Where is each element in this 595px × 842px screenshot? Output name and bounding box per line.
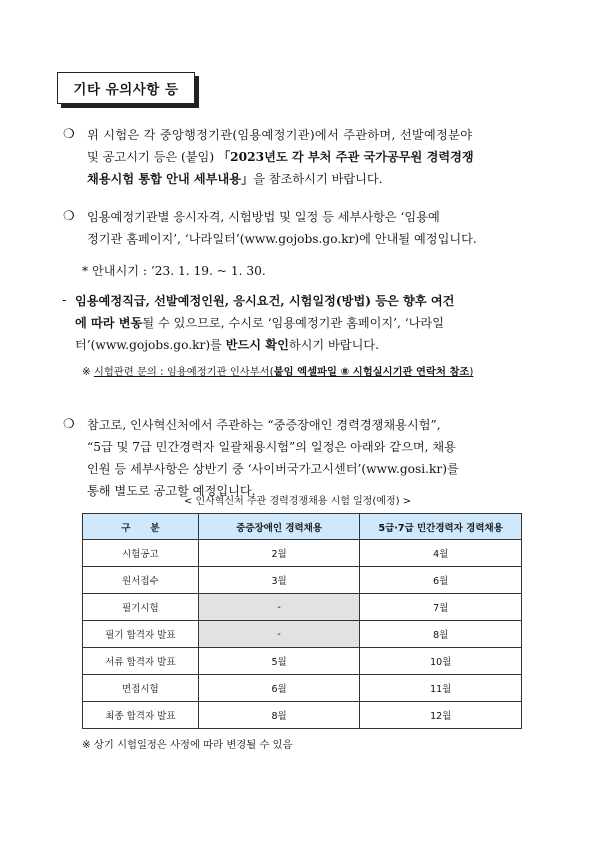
table-row bbox=[83, 702, 522, 729]
cell-value: 5월 bbox=[198, 648, 360, 675]
attachment-title: 「2023년도 각 부처 주관 국가공무원 경력경쟁 bbox=[217, 150, 474, 164]
cell-value: 2월 bbox=[198, 540, 360, 567]
paragraph-line: 위 시험은 각 중앙행정기관(임용예정기관)에서 주관하며, 선발예정분야 bbox=[87, 128, 473, 142]
table-row bbox=[83, 648, 522, 675]
row-label: 필기시험 bbox=[83, 594, 199, 621]
inquiry-note bbox=[82, 363, 473, 378]
cell-value: 8월 bbox=[360, 621, 522, 648]
cell-value: 4월 bbox=[360, 540, 522, 567]
paragraph-line: 정기관 홈페이지’, ‘나라일터’(www.gojobs.go.kr)에 안내될 예정입니다. bbox=[87, 232, 477, 246]
cell-value: - bbox=[198, 594, 360, 621]
table-row bbox=[83, 540, 522, 567]
paragraph-exam-overview bbox=[63, 124, 547, 190]
table-row bbox=[83, 567, 522, 594]
paragraph-text: 에 따라 변동 bbox=[75, 316, 143, 330]
row-label: 면접시험 bbox=[83, 675, 199, 702]
cell-value: 6월 bbox=[360, 567, 522, 594]
paragraph-line: 참고로, 인사혁신처에서 주관하는 “중증장애인 경력경쟁채용시험”, bbox=[87, 418, 441, 432]
row-label: 최종 합격자 발표 bbox=[83, 702, 199, 729]
paragraph-line: 임용예정기관별 응시자격, 시험방법 및 일정 등 세부사항은 ‘임용예 bbox=[87, 210, 440, 224]
inquiry-end: ) bbox=[469, 366, 474, 378]
cell-value: 11월 bbox=[360, 675, 522, 702]
row-label: 서류 합격자 발표 bbox=[83, 648, 199, 675]
attachment-title-cont: 채용시험 통합 안내 세부내용」 bbox=[87, 172, 254, 186]
circle-bullet-icon: ❍ bbox=[63, 209, 75, 224]
table-row bbox=[83, 621, 522, 648]
row-label: 필기 합격자 발표 bbox=[83, 621, 199, 648]
cell-value: 3월 bbox=[198, 567, 360, 594]
paragraph-text: 될 수 있으므로, 수시로 ‘임용예정기관 홈페이지’, ‘나라일 bbox=[142, 316, 444, 330]
paragraph-reference bbox=[63, 414, 547, 502]
paragraph-line: 통해 별도로 공고할 예정입니다. bbox=[87, 484, 256, 498]
paragraph-text: 터’(www.gojobs.go.kr)를 bbox=[75, 338, 226, 352]
header-category: 구 분 bbox=[83, 514, 199, 540]
cell-value: - bbox=[198, 621, 360, 648]
emphasis-text: 반드시 확인 bbox=[225, 338, 289, 352]
row-label: 시험공고 bbox=[83, 540, 199, 567]
schedule-footnote: ※ 상기 시험일정은 사정에 따라 변경될 수 있음 bbox=[82, 739, 293, 751]
table-header-row bbox=[83, 514, 522, 540]
paragraph-details bbox=[63, 206, 547, 250]
cell-value: 10월 bbox=[360, 648, 522, 675]
table-row bbox=[83, 675, 522, 702]
circle-bullet-icon: ❍ bbox=[63, 417, 75, 432]
exam-schedule-table bbox=[82, 513, 522, 729]
cell-value: 8월 bbox=[198, 702, 360, 729]
notice-period: * 안내시기 : ’23. 1. 19. ~ 1. 30. bbox=[82, 264, 266, 278]
header-disabled-hiring: 중증장애인 경력채용 bbox=[198, 514, 360, 540]
inquiry-reference: 붙임 엑셀파일 ⑧ 시험실시기관 연락처 참조 bbox=[273, 366, 470, 378]
cell-value: 6월 bbox=[198, 675, 360, 702]
dash-bullet: - bbox=[62, 293, 67, 308]
paragraph-text: 하시기 바랍니다. bbox=[288, 338, 380, 352]
cell-value: 7월 bbox=[360, 594, 522, 621]
paragraph-line: 인원 등 세부사항은 상반기 중 ‘사이버국가고시센터’(www.gosi.kr)를 bbox=[87, 462, 459, 476]
table-row bbox=[83, 594, 522, 621]
section-title: 기타 유의사항 등 bbox=[57, 72, 195, 104]
circle-bullet-icon: ❍ bbox=[63, 127, 75, 142]
note-mark: ※ bbox=[82, 366, 94, 378]
row-label: 원서접수 bbox=[83, 567, 199, 594]
paragraph-change-notice bbox=[62, 290, 552, 356]
inquiry-text: 시험관련 문의 : 임용예정기관 인사부서( bbox=[93, 366, 274, 378]
paragraph-text: 을 참조하시기 바랍니다. bbox=[253, 172, 383, 186]
paragraph-line: “5급 및 7급 민간경력자 일괄채용시험”의 일정은 아래와 같으며, 채용 bbox=[87, 440, 456, 454]
paragraph-text: 및 공고시기 등은 (붙임) bbox=[87, 150, 218, 164]
cell-value: 12월 bbox=[360, 702, 522, 729]
table-caption: < 인사혁신처 주관 경력경쟁채용 시험 일정(예정) > bbox=[183, 496, 412, 507]
paragraph-line: 임용예정직급, 선발예정인원, 응시요건, 시험일정(방법) 등은 향후 여건 bbox=[75, 294, 455, 308]
header-private-career-hiring: 5급·7급 민간경력자 경력채용 bbox=[360, 514, 522, 540]
